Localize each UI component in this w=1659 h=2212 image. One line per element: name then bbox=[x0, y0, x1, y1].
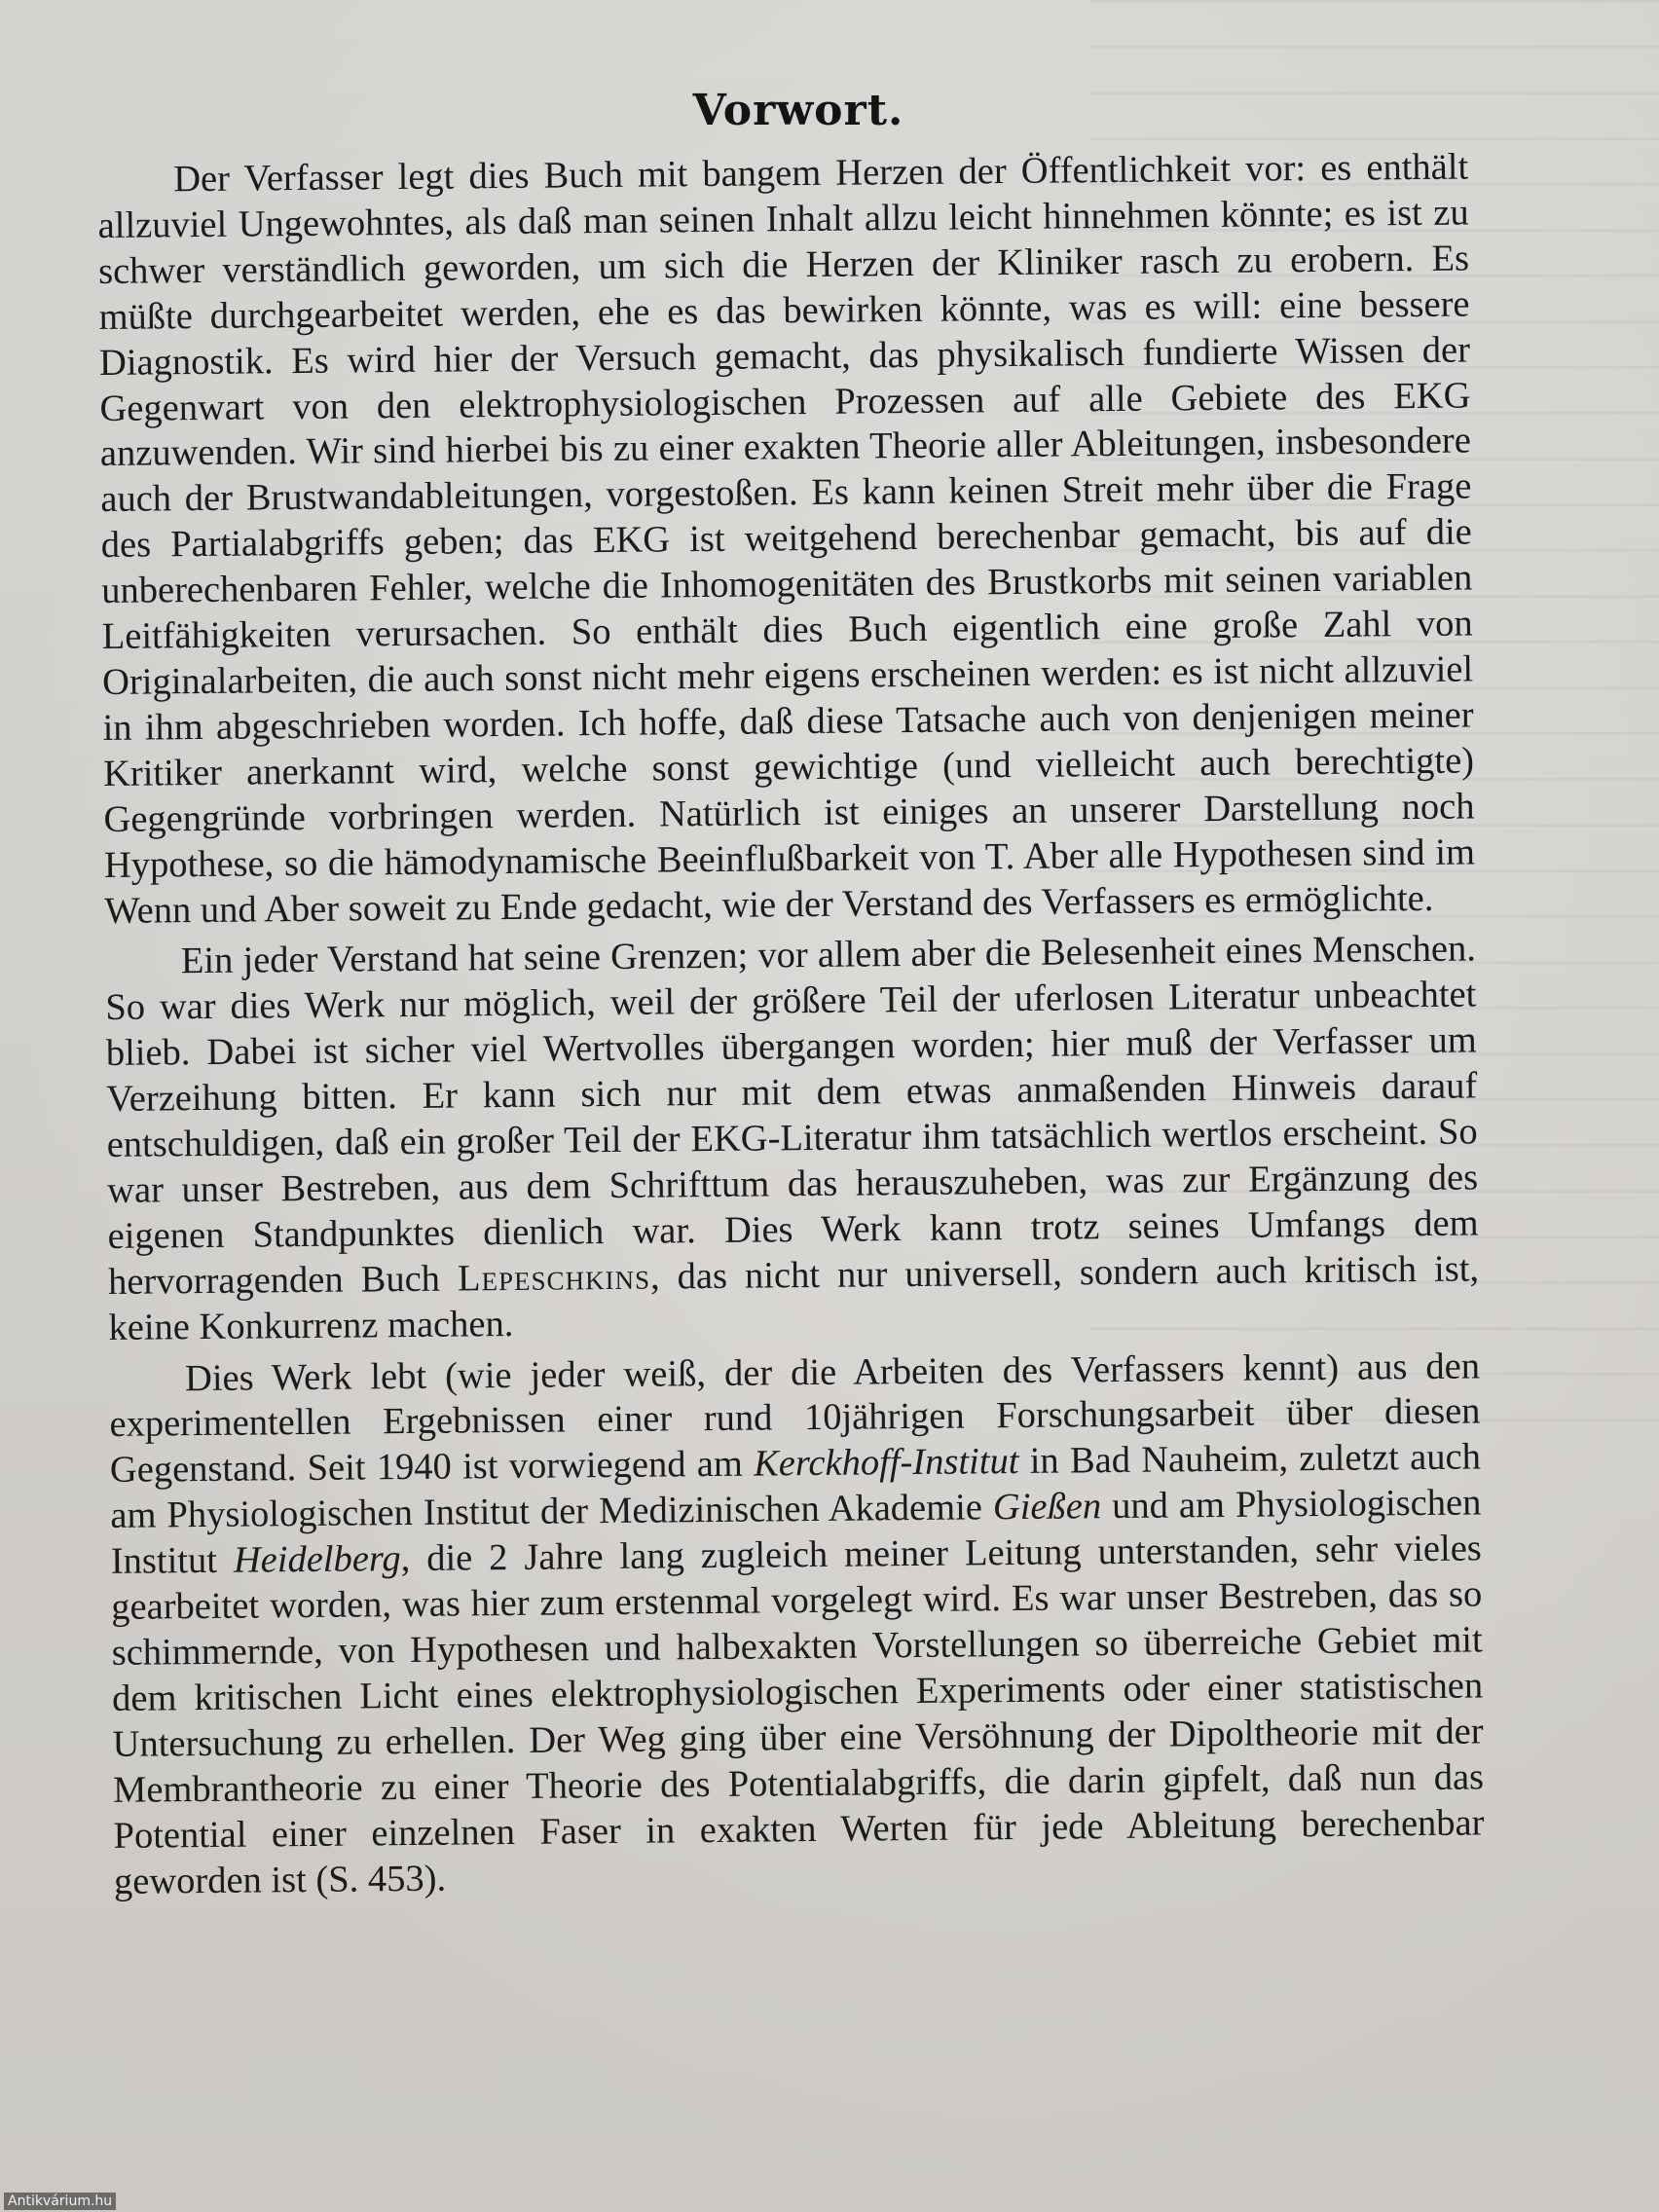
paragraph-1: Der Verfasser legt dies Buch mit bangem Herzen der Öffentlichkeit vor: es enthält allzuviel Ungewohntes, als daß man seinen Inhalt allzu leicht hinnehmen könnte; es ist zu schwer verständlich geworden, um sich die Herzen der Kliniker rasch zu erobern. Es müßte durchgearbeitet werden, ehe es das bewirken könnte, was es will: eine bessere Diagnostik. Es wird hier der Versuch gemacht, das physikalisch fundierte Wissen der Gegenwart von den elektrophysiologischen Prozessen auf alle Gebiete des EKG anzuwenden. Wir sind hierbei bis zu einer exakten Theorie aller Ableitungen, insbesondere auch der Brustwandableitungen, vorgestoßen. Es kann keinen Streit mehr über die Frage des Partialabgriffs geben; das EKG ist weitgehend berechenbar gemacht, bis auf die unberechenbaren Fehler, welche die Inhomogenitäten des Brustkorbs mit seinen variablen Leitfähigkeiten verursachen. So enthält dies Buch eigentlich eine große Zahl von Originalarbeiten, die auch sonst nicht mehr eigens erscheinen werden: es ist nicht allzuviel in ihm abgeschrieben worden. Ich hoffe, daß diese Tatsache auch von denjenigen meiner Kritiker anerkannt wird, welche sonst gewichtige (und vielleicht auch berechtigte) Gegengründe vorbringen werden. Natürlich ist einiges an unserer Darstellung noch Hypothese, so die hämodynamische Beeinflußbarkeit von T. Aber alle Hypothesen sind im Wenn und Aber soweit zu Ende gedacht, wie der Verstand des Verfassers es ermöglichte. bbox=[97, 146, 1476, 932]
paragraph-3 bbox=[109, 1344, 1485, 1904]
paragraph-2-text-a: Ein jeder Verstand hat seine Grenzen; vor allem aber die Belesenheit eines Menschen. So war dies Werk nur möglich, weil der größere Teil der uferlosen Literatur unbeachtet blieb. Dabei ist sicher viel Wertvolles übergangen worden; hier muß der Verfasser um Verzeihung bitten. Er kann sich nur mit dem etwas anmaßenden Hinweis darauf entschuldigen, daß ein großer Teil der EKG-Literatur ihm tatsächlich wertlos erscheint. So war unser Bestreben, aus dem Schrifttum das herauszuheben, was zur Ergänzung des eigenen Standpunktes dienlich war. Dies Werk kann trotz seines Umfangs dem hervorragenden Buch bbox=[105, 928, 1479, 1303]
author-name-lepeschkin: Lepeschkins bbox=[457, 1256, 651, 1300]
watermark-label: Antikvárium.hu bbox=[4, 2193, 116, 2210]
paragraph-2-text-b: , das nicht nur universell, sondern auch kritisch ist, keine Konkurrenz machen. bbox=[108, 1248, 1480, 1348]
paragraph-3-text-d: , die 2 Jahre lang zugleich meiner Leitung unterstanden, sehr vieles gearbeitet worden, was hier zum erstenmal vorgelegt wird. Es war unser Bestreben, das so schimmernde, von Hypothesen und halbexakten Vorstellungen so überreiche Gebiet mit dem kritischen Licht eines elektrophysiologischen Experiments oder einer statistischen Untersuchung zu erhellen. Der Weg ging über eine Versöhnung der Dipoltheorie mit der Membrantheorie zu einer Theorie des Potentialabgriffs, die darin gipfelt, daß nun das Potential einer einzelnen Faser in exakten Werten für jede Ableitung berechenbar geworden ist (S. 453). bbox=[111, 1528, 1485, 1902]
institute-kerckhoff: Kerckhoff-Institut bbox=[753, 1441, 1019, 1485]
page-title: Vorwort. bbox=[692, 86, 904, 135]
city-heidelberg: Heidelberg bbox=[233, 1538, 401, 1581]
paragraph-3-text-c: und am Physiologischen Institut bbox=[110, 1482, 1482, 1583]
paragraph-3-text-b: in Bad Nauheim, zuletzt auch am Physiologischen Institut der Medizinischen Akademie bbox=[110, 1436, 1482, 1537]
paragraph-3-text-a: Dies Werk lebt (wie jeder weiß, der die Arbeiten des Verfassers kennt) aus den experimentellen Ergebnissen einer rund 10jährigen Forschungsarbeit über diesen Gegenstand. Seit 1940 ist vorwiegend am bbox=[109, 1345, 1481, 1492]
paragraph-2 bbox=[105, 927, 1480, 1351]
city-giessen: Gießen bbox=[992, 1486, 1102, 1529]
body-text bbox=[97, 144, 1485, 1910]
